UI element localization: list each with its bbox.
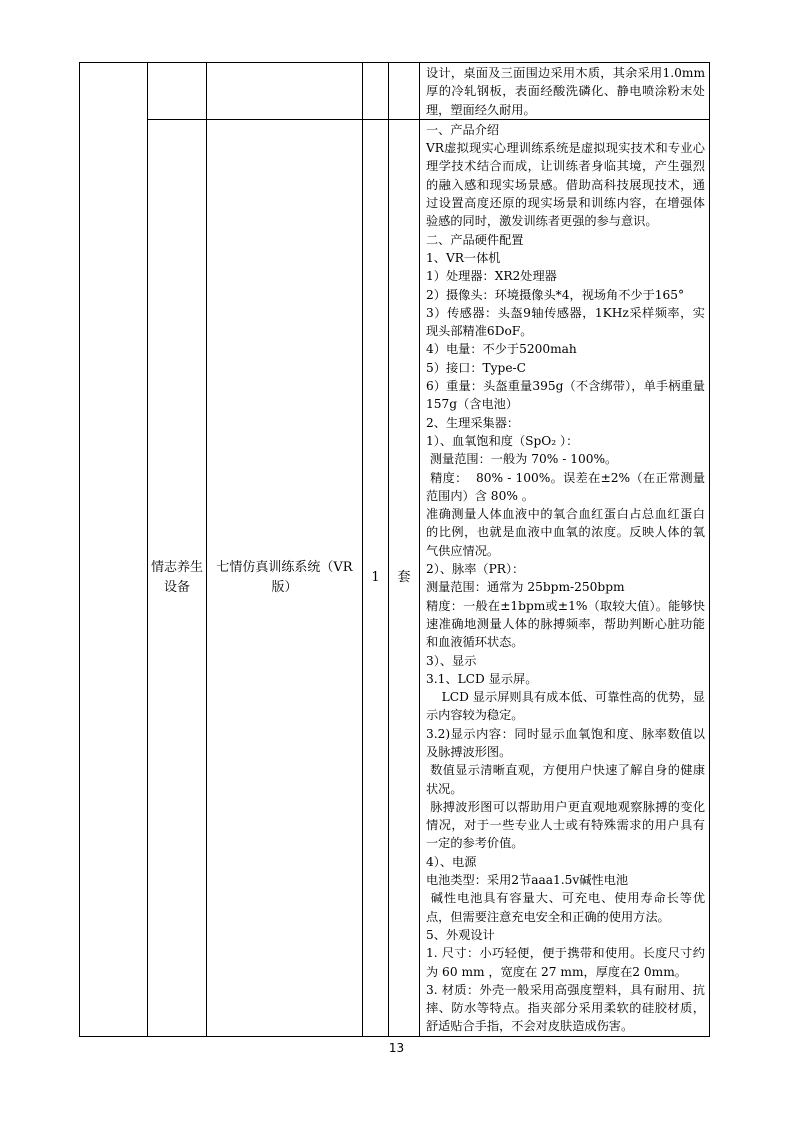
description-line: 3. 材质：外壳一般采用高强度塑料，具有耐用、抗摔、防水等特点。指夹部分采用柔软的硅胶材质，舒适贴合手指，不会对皮肤造成伤害。 <box>426 982 705 1034</box>
description-line: 5、外观设计 <box>426 927 495 942</box>
description-line: 1. 尺寸：小巧轻便，便于携带和使用。长度尺寸约为 60 mm ，宽度在 27 mm，厚度在2 0mm。 <box>426 946 705 979</box>
description-line: 2、生理采集器： <box>426 415 520 430</box>
description-line: 2）摄像头：环境摄像头*4，视场角不少于165° <box>426 287 685 302</box>
description-line: 脉搏波形图可以帮助用户更直观地观察脉搏的变化情况，对于一些专业人士或有特殊需求的用户具有一定的参考价值。 <box>426 799 706 851</box>
description-line: 碱性电池具有容量大、可充电、使用寿命长等优点，但需要注意充电安全和正确的使用方法。 <box>426 891 706 924</box>
description-line: 二、产品硬件配置 <box>426 232 524 247</box>
specification-table <box>79 62 710 1037</box>
description-line: 2）、脉率（PR）： <box>426 562 525 577</box>
quantity-cell <box>363 119 389 1036</box>
quantity-text: 1 <box>371 569 380 585</box>
quantity-cell-empty <box>363 63 389 120</box>
index-cell <box>80 63 148 1037</box>
description-line: 1、VR一体机 <box>426 250 501 265</box>
description-text <box>426 121 705 1036</box>
description-line: 数值显示清晰直观，方便用户快速了解自身的健康状况。 <box>426 763 706 796</box>
description-line: 3）传感器：头盔9轴传感器，1KHz采样频率，实现头部精准6DoF。 <box>426 305 705 339</box>
description-line: 3）、显示 <box>426 653 477 668</box>
description-line: LCD 显示屏则具有成本低、可靠性高的优势，显示内容较为稳定。 <box>426 690 705 723</box>
description-cell <box>420 119 710 1036</box>
unit-cell <box>389 119 420 1036</box>
description-line: 5）接口：Type-C <box>426 360 526 375</box>
description-text <box>426 64 709 119</box>
description-line: 精度：一般在±1bpm或±1%（取较大值）。能够快速准确地测量人体的脉搏频率，帮助判断心脏功能和血液循环状态。 <box>426 598 705 650</box>
description-line: 测量范围：通常为 25bpm-250bpm <box>426 580 625 595</box>
description-cell <box>420 63 710 120</box>
product-name-text: 七情仿真训练系统（VR 版） <box>216 559 353 595</box>
unit-cell-empty <box>389 63 420 120</box>
unit-text: 套 <box>397 569 411 585</box>
category-cell-empty <box>148 63 207 120</box>
name-cell-empty <box>207 63 363 120</box>
name-cell <box>207 119 363 1036</box>
description-line: 电池类型：采用2节aaa1.5v碱性电池 <box>426 873 629 888</box>
description-line: 4）电量：不少于5200mah <box>426 342 577 357</box>
description-line: 3.1、LCD 显示屏。 <box>426 671 538 686</box>
description-line: 测量范围：一般为 70% - 100%。 <box>426 452 618 467</box>
description-line: 1）、血氧饱和度（SpO₂ ）： <box>426 433 579 448</box>
description-line: 6）重量：头盔重量395g（不含绑带），单手柄重量157g（含电池） <box>426 379 705 412</box>
table-row-item <box>80 119 710 1036</box>
page-number: 13 <box>388 1041 405 1055</box>
description-line: 3.2)显示内容：同时显示血氧饱和度、脉率数值以及脉搏波形图。 <box>426 726 705 759</box>
table-row-continued <box>80 63 710 120</box>
description-line: 1）处理器：XR2处理器 <box>426 269 557 284</box>
category-cell <box>148 119 207 1036</box>
category-text: 情志养生设备 <box>150 559 203 595</box>
description-line: 4）、电源 <box>426 854 477 869</box>
description-line: VR虚拟现实心理训练系统是虚拟现实技术和专业心理学技术结合而成，让训练者身临其境，产生强烈的融入感和现实场景感。借助高科技展现技术，通过设置高度还原的现实场景和训练内容，在增强体验感的同时，激发训练者更强的参与意识。 <box>426 141 705 229</box>
description-line: 设计，桌面及三面围边采用木质，其余采用1.0mm 厚的冷轧钢板，表面经酸洗磷化、静电喷涂粉末处理，塑面经久耐用。 <box>426 66 709 117</box>
description-line: 精度： 80% - 100%。误差在±2%（在正常测量范围内）含 80% 。 <box>426 470 706 503</box>
description-line: 准确测量人体血液中的氧合血红蛋白占总血红蛋白的比例，也就是血液中血氧的浓度。反映人体的氧气供应情况。 <box>426 507 705 558</box>
description-line: 一、产品介绍 <box>426 122 500 137</box>
